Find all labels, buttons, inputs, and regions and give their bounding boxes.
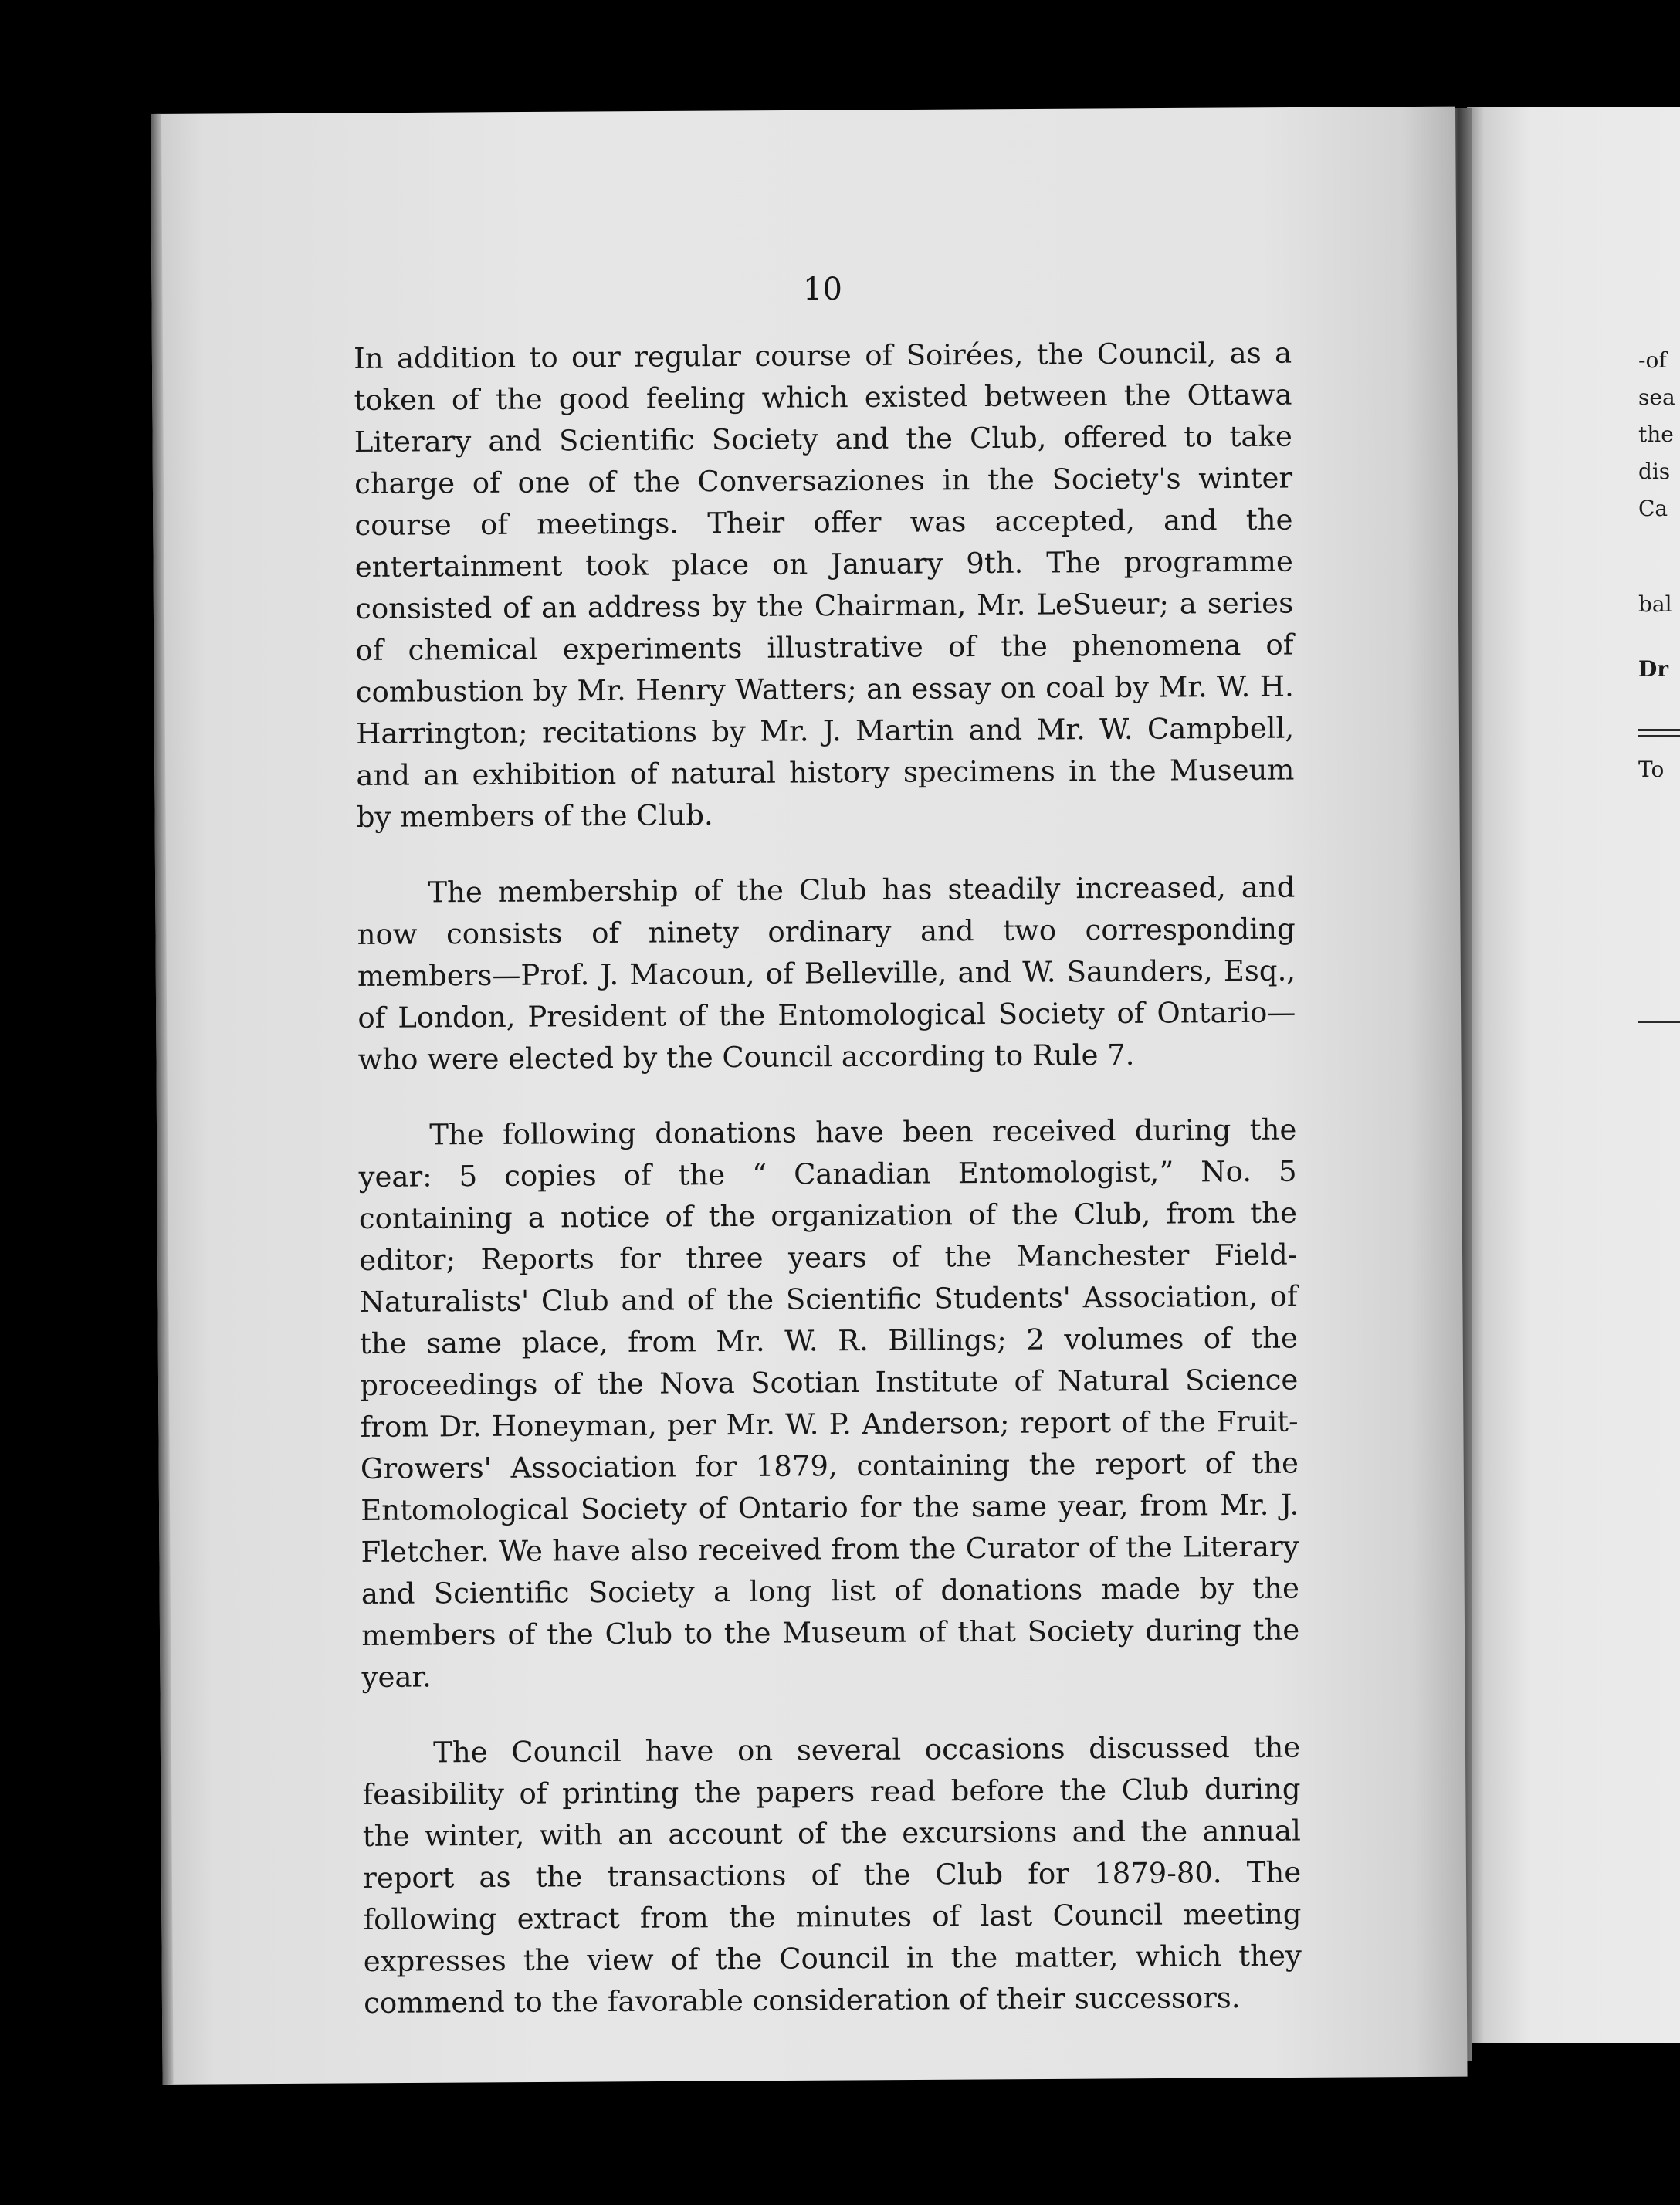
facing-fragment: Ca: [1638, 496, 1668, 521]
facing-fragment: bal: [1638, 591, 1672, 617]
paragraph-transactions: The Council have on several occasions discussed the feasibility of printing the papers read before the Club during the winter, with an account of the excursions and the annual report as the transactions of the Club for 1879-80. The following extract from the minutes of last Council meeting expresses the view of the Council in the matter, which they commend to the favorable consideration of their successors.: [362, 1730, 1302, 2020]
facing-fragment: -of: [1638, 347, 1667, 373]
facing-fragment: To: [1638, 757, 1665, 782]
facing-fragment: dis: [1638, 459, 1671, 484]
paragraph-soirees: In addition to our regular course of Soirées, the Council, as a token of the good feeling which existed between the Ottawa Literary and Scientific Society and the Club, offered to take charge of one of the Conversaziones in the Society's winter course of meetings. Their offer was accepted, and the entertainment took place on January 9th. The programme consisted of an address by the Chairman, Mr. LeSueur; a series of chemical experiments illustrative of the phenomena of combustion by Mr. Henry Watters; an essay on coal by Mr. W. H. Harrington; recitations by Mr. J. Martin and Mr. W. Campbell, and an exhibition of natural history specimens in the Museum by members of the Club.: [354, 336, 1295, 834]
facing-rule: [1638, 729, 1680, 731]
facing-rule: [1638, 735, 1680, 737]
facing-fragment: the: [1638, 422, 1674, 447]
facing-rule: [1638, 1021, 1680, 1023]
facing-fragment: sea: [1638, 384, 1675, 410]
facing-page-text: [1638, 347, 1680, 811]
paragraph-donations: The following donations have been received during the year: 5 copies of the “ Canadian Entomologist,” No. 5 containing a notice of the organization of the Club, from the editor; Reports for three years of the Manchester Field-Naturalists' Club and of the Scientific Students' Association, of the same place, from Mr. W. R. Billings; 2 volumes of the proceedings of the Nova Scotian Institute of Natural Science from Dr. Honeyman, per Mr. W. P. Anderson; report of the Fruit-Growers' Association for 1879, containing the report of the Entomological Society of Ontario for the same year, from Mr. J. Fletcher. We have also received from the Curator of the Literary and Scientific Society a long list of donations made by the members of the Club to the Museum of that Society during the year.: [358, 1113, 1300, 1694]
paragraph-membership: The membership of the Club has steadily increased, and now consists of ninety ordinary and two corresponding members—Prof. J. Macoun, of Belleville, and W. Saunders, Esq., of London, President of the Entomological Society of Ontario—who were elected by the Council according to Rule 7.: [357, 870, 1296, 1076]
page-number: 10: [803, 272, 842, 307]
page-body: [354, 333, 1302, 2058]
facing-fragment: Dr: [1638, 656, 1669, 682]
